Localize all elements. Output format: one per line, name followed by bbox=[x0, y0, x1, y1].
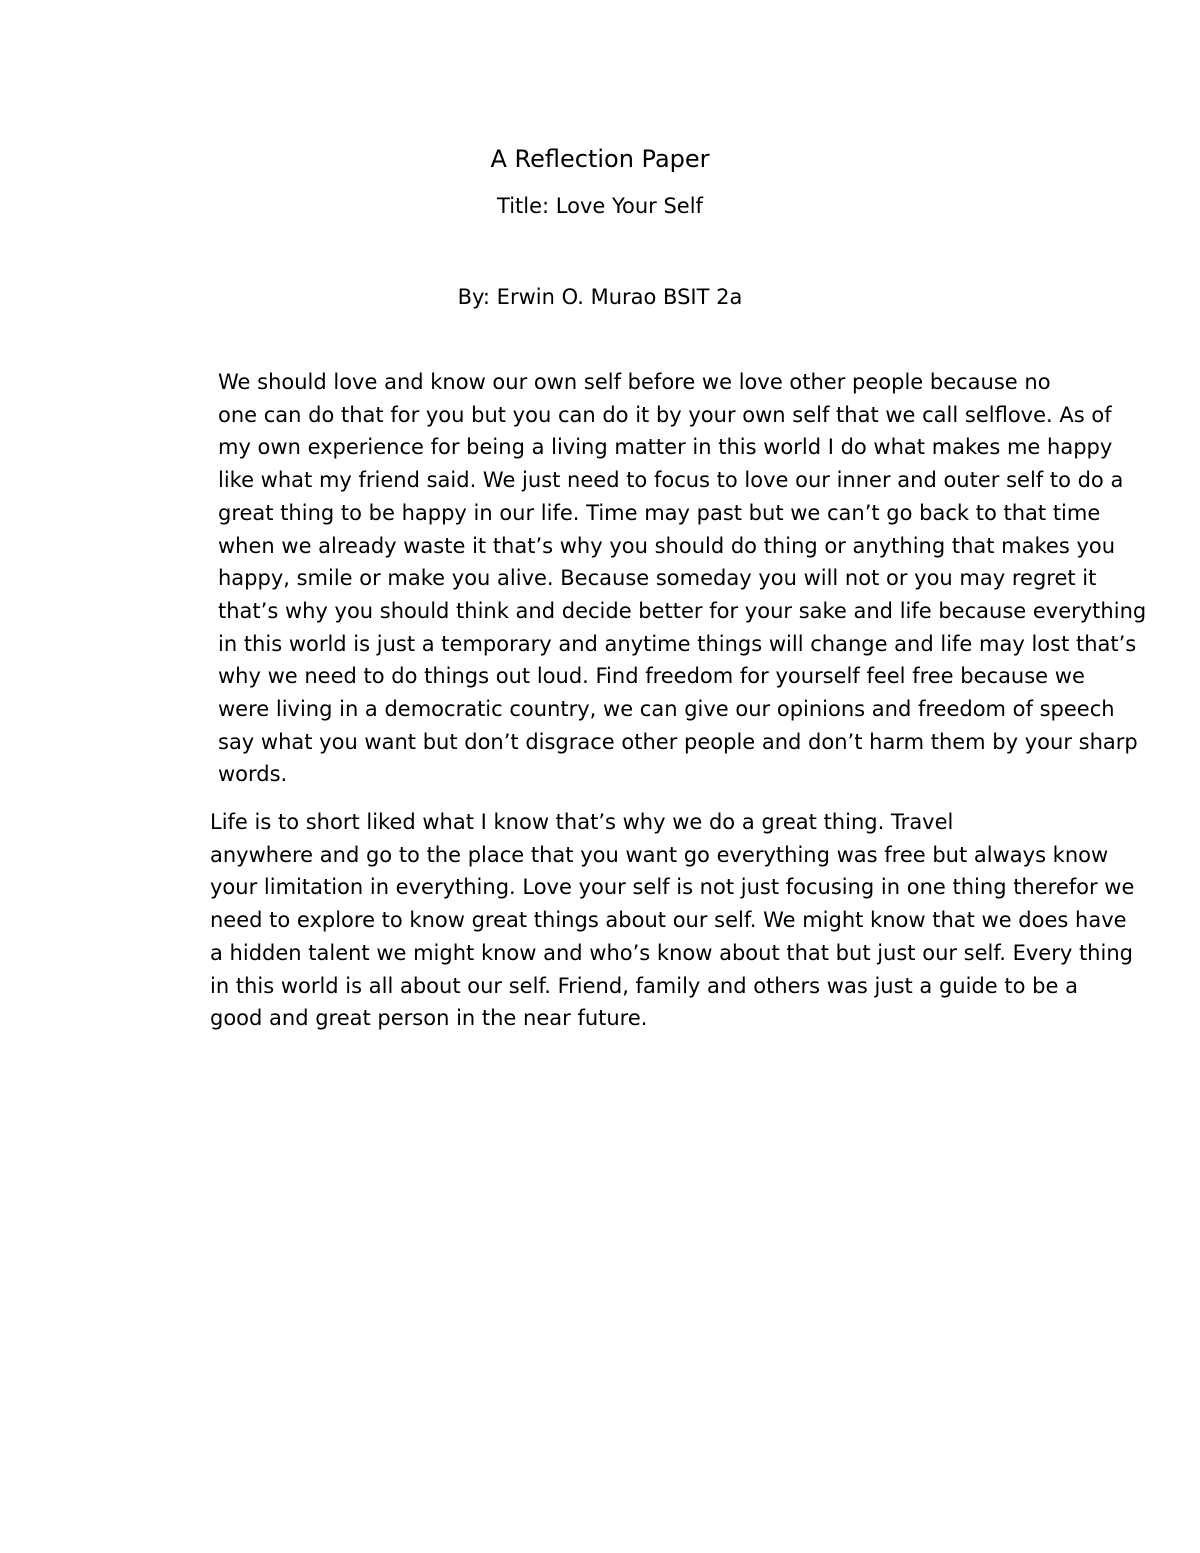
body-paragraph-2 bbox=[142, 806, 1135, 1035]
body-paragraph-1 bbox=[142, 366, 1147, 791]
paragraph-line: happy, smile or make you alive. Because someday you will not or you may regret it bbox=[218, 566, 1097, 591]
paragraph-line: need to explore to know great things about our self. We might know that we does have bbox=[210, 908, 1127, 933]
paragraph-line: my own experience for being a living matter in this world I do what makes me happy bbox=[218, 435, 1113, 460]
paragraph-line: a hidden talent we might know and who’s know about that but just our self. Every thing bbox=[210, 940, 1133, 965]
paragraph-line: why we need to do things out loud. Find freedom for yourself feel free because we bbox=[218, 664, 1085, 689]
paragraph-line: were living in a democratic country, we can give our opinions and freedom of speech bbox=[218, 697, 1115, 722]
paragraph-line: in this world is just a temporary and anytime things will change and life may lost that’s bbox=[218, 631, 1137, 656]
document-subtitle: Title: Love Your Self bbox=[497, 194, 703, 218]
paragraph-line: anywhere and go to the place that you want go everything was free but always know bbox=[210, 842, 1109, 867]
paragraph-line: your limitation in everything. Love your self is not just focusing in one thing therefor we bbox=[210, 875, 1135, 900]
paragraph-line: when we already waste it that’s why you should do thing or anything that makes you bbox=[218, 533, 1116, 558]
paragraph-line: that’s why you should think and decide better for your sake and life because everything bbox=[218, 598, 1147, 623]
paragraph-line: say what you want but don’t disgrace other people and don’t harm them by your sharp bbox=[218, 729, 1138, 754]
paragraph-line: words. bbox=[218, 762, 288, 787]
paragraph-line: Life is to short liked what I know that’s why we do a great thing. Travel bbox=[210, 810, 954, 834]
document-author: By: Erwin O. Murao BSIT 2a bbox=[457, 285, 743, 309]
paragraph-line: great thing to be happy in our life. Time may past but we can’t go back to that time bbox=[218, 500, 1101, 525]
paragraph-line: one can do that for you but you can do it by your own self that we call selflove. As of bbox=[218, 402, 1112, 427]
paragraph-line: in this world is all about our self. Friend, family and others was just a guide to be a bbox=[210, 973, 1078, 998]
paragraph-line: like what my friend said. We just need to focus to love our inner and outer self to do a bbox=[218, 468, 1124, 493]
paragraph-line: We should love and know our own self before we love other people because no bbox=[218, 370, 1051, 394]
paragraph-line: good and great person in the near future. bbox=[210, 1006, 648, 1031]
document-title: A Reflection Paper bbox=[490, 145, 710, 173]
